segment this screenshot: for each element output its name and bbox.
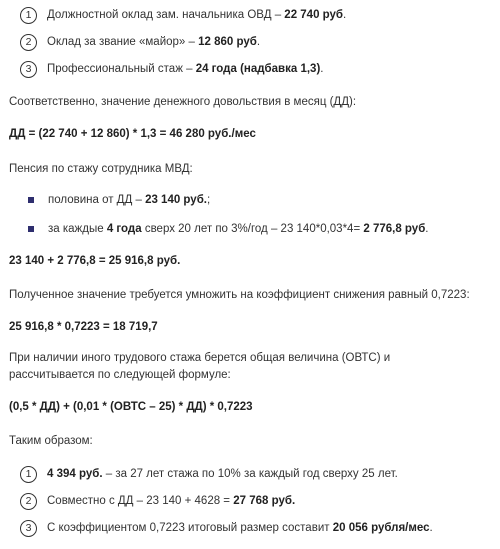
number-badge: 2: [20, 493, 37, 510]
list-item: [20, 462, 433, 486]
list-item: [28, 221, 429, 237]
number-badge: 2: [20, 34, 37, 51]
list-item: [20, 30, 346, 54]
intro-paragraph: Соответственно, значение денежного довольствия в месяц (ДД):: [9, 96, 357, 108]
list-item: [20, 489, 433, 513]
result-list: [20, 462, 433, 543]
formula-ovts: (0,5 * ДД) + (0,01 * (ОВТС – 25) * ДД) * 0,7223: [9, 401, 253, 413]
list-item-text: С коэффициентом 0,7223 итоговый размер составит 20 056 рубля/мес.: [47, 522, 433, 534]
list-item: [20, 57, 346, 81]
formula-coefficient: 25 916,8 * 0,7223 = 18 719,7: [9, 321, 158, 333]
list-item-text: 4 394 руб. – за 27 лет стажа по 10% за каждый год сверху 25 лет.: [47, 468, 398, 480]
bullet-square-icon: [28, 226, 34, 232]
bullet-text: половина от ДД – 23 140 руб.;: [48, 194, 211, 206]
formula-dd: ДД = (22 740 + 12 860) * 1,3 = 46 280 руб./мес: [9, 128, 256, 140]
number-badge: 1: [20, 7, 37, 24]
list-item: [20, 516, 433, 540]
bullet-text: за каждые 4 года сверх 20 лет по 3%/год – 23 140*0,03*4= 2 776,8 руб.: [48, 223, 429, 235]
pension-paragraph: Пенсия по стажу сотрудника МВД:: [9, 163, 193, 175]
number-badge: 3: [20, 520, 37, 537]
list-item: [20, 3, 346, 27]
thus-paragraph: Таким образом:: [9, 435, 93, 447]
list-item-text: Совместно с ДД – 23 140 + 4628 = 27 768 руб.: [47, 495, 296, 507]
list-item: [28, 192, 429, 208]
number-badge: 1: [20, 466, 37, 483]
list-item-text: Профессиональный стаж – 24 года (надбавка 1,3).: [47, 63, 324, 75]
bullet-square-icon: [28, 197, 34, 203]
other-service-paragraph: При наличии иного трудового стажа берется общая величина (ОВТС) и рассчитывается по следующей формуле:: [9, 352, 391, 381]
list-item-text: Должностной оклад зам. начальника ОВД – 22 740 руб.: [47, 9, 347, 21]
number-badge: 3: [20, 61, 37, 78]
pension-bullet-list: [28, 192, 429, 250]
salary-components-list: [20, 3, 346, 84]
formula-sum: 23 140 + 2 776,8 = 25 916,8 руб.: [9, 255, 181, 267]
coefficient-paragraph: Полученное значение требуется умножить на коэффициент снижения равный 0,7223:: [9, 289, 470, 301]
list-item-text: Оклад за звание «майор» – 12 860 руб.: [47, 36, 261, 48]
